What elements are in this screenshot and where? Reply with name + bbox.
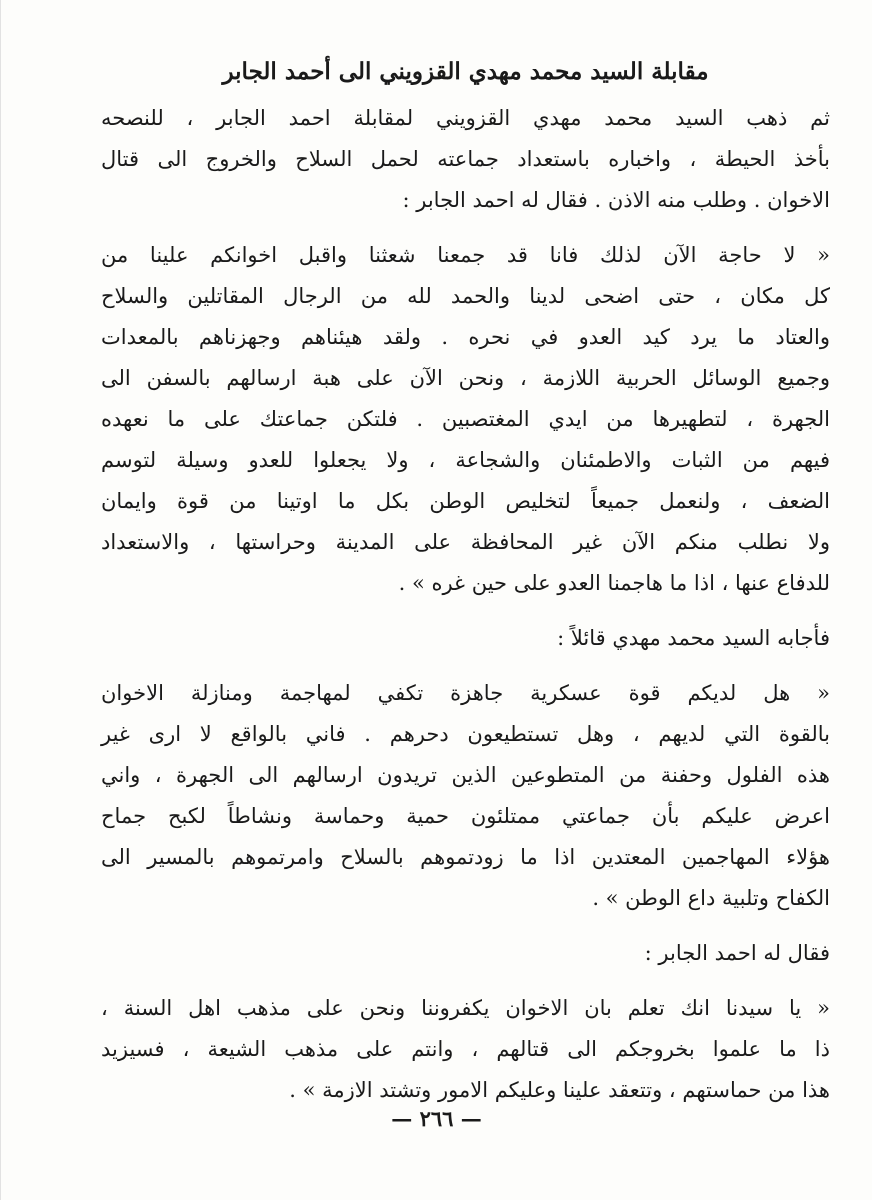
text-line: بأخذ الحيطة ، واخباره باستعداد جماعته لحمل السلاح والخروج الى قتال <box>101 147 830 171</box>
text-line: بالقوة التي لديهم ، وهل تستطيعون دحرهم . فاني بالواقع لا ارى غير <box>101 722 830 746</box>
text-line: « هل لديكم قوة عسكرية جاهزة تكفي لمهاجمة ومنازلة الاخوان <box>101 681 830 705</box>
paragraph-gap <box>101 974 830 988</box>
paragraph-gap <box>101 659 830 673</box>
text-line: الضعف ، ولنعمل جميعاً لتخليص الوطن بكل ما اوتينا من قوة وايمان <box>101 489 830 513</box>
quote-paragraph-jaber <box>101 235 830 604</box>
quote-paragraph-jaber-2 <box>101 988 830 1111</box>
text-line: والعتاد ما يرد كيد العدو في نحره . ولقد هيئناهم وجهزناهم بالمعدات <box>101 325 830 349</box>
paragraph-gap <box>101 919 830 933</box>
text-line: ذا ما علموا بخروجكم الى قتالهم ، وانتم على مذهب الشيعة ، فسيزيد <box>101 1037 830 1061</box>
text-line: « لا حاجة الآن لذلك فانا قد جمعنا شعثنا واقبل اخوانكم علينا من <box>101 243 830 267</box>
text-line: كل مكان ، حتى اضحى لدينا والحمد لله من الرجال المقاتلين والسلاح <box>101 284 830 308</box>
text-line: « يا سيدنا انك تعلم بان الاخوان يكفروننا ونحن على مذهب اهل السنة ، <box>101 996 830 1020</box>
page-content <box>101 50 830 1111</box>
quote-paragraph-qazwini <box>101 673 830 919</box>
text-line: هذه الفلول وحفنة من المتطوعين الذين تريدون ارسالهم الى الجهرة ، واني <box>101 763 830 787</box>
text-line: الكفاح وتلبية داع الوطن » . <box>592 886 830 910</box>
text-line: وجميع الوسائل الحربية اللازمة ، ونحن الآن على هبة ارسالهم بالسفن الى <box>101 366 830 390</box>
reply-intro: فأجابه السيد محمد مهدي قائلاً : <box>557 626 830 650</box>
paragraph-gap <box>101 604 830 618</box>
text-line: الاخوان . وطلب منه الاذن . فقال له احمد الجابر : <box>402 188 830 212</box>
text-line: ثم ذهب السيد محمد مهدي القزويني لمقابلة احمد الجابر ، للنصحه <box>101 106 830 130</box>
text-line: الجهرة ، لتطهيرها من ايدي المغتصبين . فلتكن جماعتك على ما نعهده <box>101 407 830 431</box>
chapter-title: مقابلة السيد محمد مهدي القزويني الى أحمد الجابر <box>222 58 709 85</box>
answer-intro: فقال له احمد الجابر : <box>644 941 830 965</box>
text-line: هذا من حماستهم ، وتتعقد علينا وعليكم الامور وتشتد الازمة » . <box>289 1078 830 1102</box>
text-line: للدفاع عنها ، اذا ما هاجمنا العدو على حين غره » . <box>398 571 830 595</box>
page-number: — ٢٦٦ — <box>391 1106 482 1131</box>
paragraph-gap <box>101 221 830 235</box>
intro-paragraph <box>101 98 830 221</box>
text-line: ولا نطلب منكم الآن غير المحافظة على المدينة وحراستها ، والاستعداد <box>101 530 830 554</box>
text-line: هؤلاء المهاجمين المعتدين اذا ما زودتموهم بالسلاح وامرتموهم بالمسير الى <box>101 845 830 869</box>
text-line: فيهم من الثبات والاطمئنان والشجاعة ، ولا يجعلوا للعدو وسيلة لتوسم <box>101 448 830 472</box>
text-line: اعرض عليكم بأن جماعتي ممتلئون حمية وحماسة ونشاطاً لكبح جماح <box>101 804 830 828</box>
